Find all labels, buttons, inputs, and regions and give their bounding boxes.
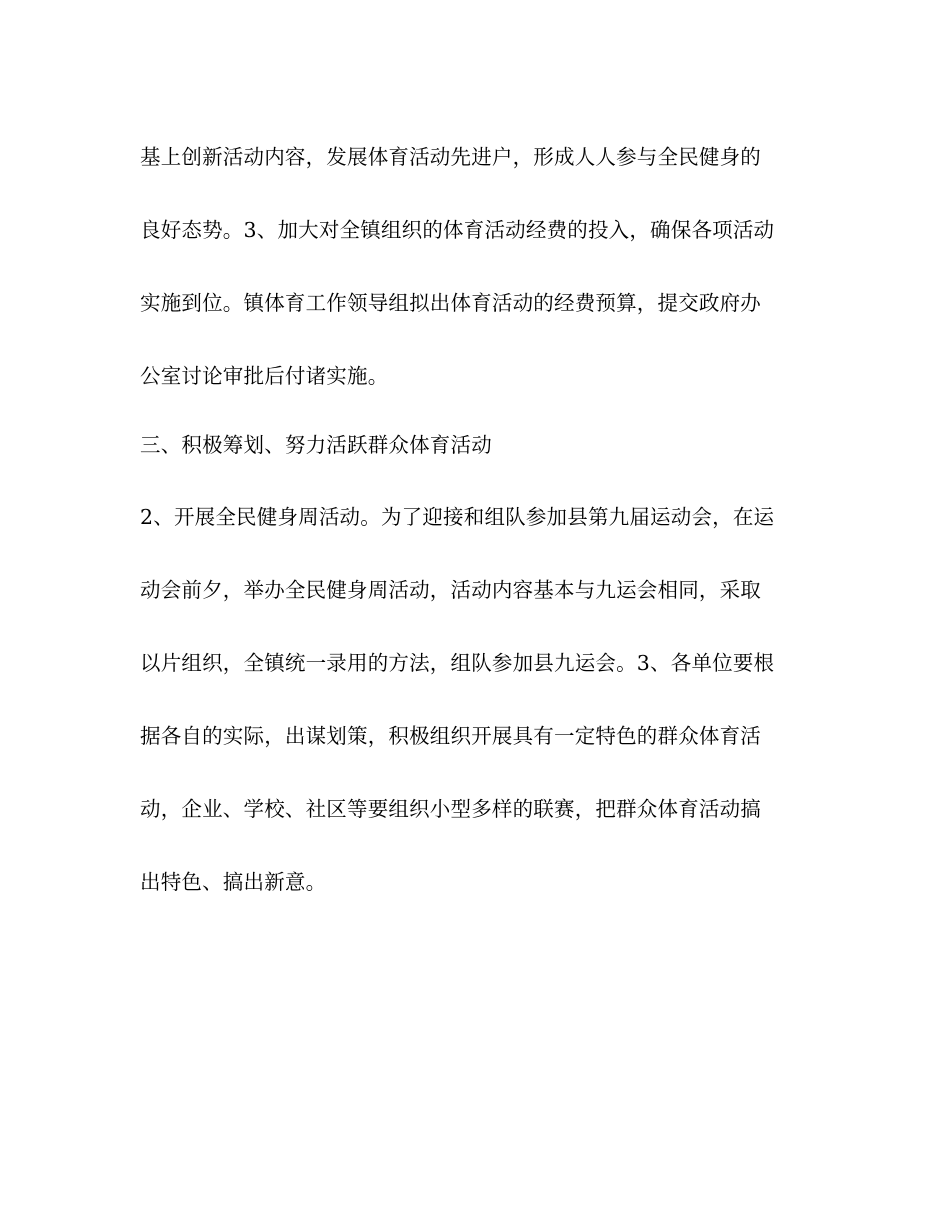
paragraph-line-8: 以片组织，全镇统一录用的方法，组队参加县九运会。3、各单位要根 [140, 651, 775, 675]
paragraph-line-1: 基上创新活动内容，发展体育活动先进户，形成人人参与全民健身的 [140, 145, 761, 169]
paragraph-line-3: 实施到位。镇体育工作领导组拟出体育活动的经费预算，提交政府办 [140, 291, 761, 315]
paragraph-line-6: 2、开展全民健身周活动。为了迎接和组队参加县第九届运动会，在运 [140, 505, 775, 529]
paragraph-line-2: 良好态势。3、加大对全镇组织的体育活动经费的投入，确保各项活动 [140, 218, 775, 242]
paragraph-line-10: 动，企业、学校、社区等要组织小型多样的联赛，把群众体育活动搞 [140, 797, 761, 821]
paragraph-line-4: 公室讨论审批后付诸实施。 [140, 364, 389, 388]
section-heading: 三、积极筹划、努力活跃群众体育活动 [140, 433, 492, 457]
paragraph-line-7: 动会前夕，举办全民健身周活动，活动内容基本与九运会相同，采取 [140, 578, 761, 602]
paragraph-line-9: 据各自的实际，出谋划策，积极组织开展具有一定特色的群众体育活 [140, 724, 761, 748]
paragraph-line-11: 出特色、搞出新意。 [140, 870, 327, 894]
